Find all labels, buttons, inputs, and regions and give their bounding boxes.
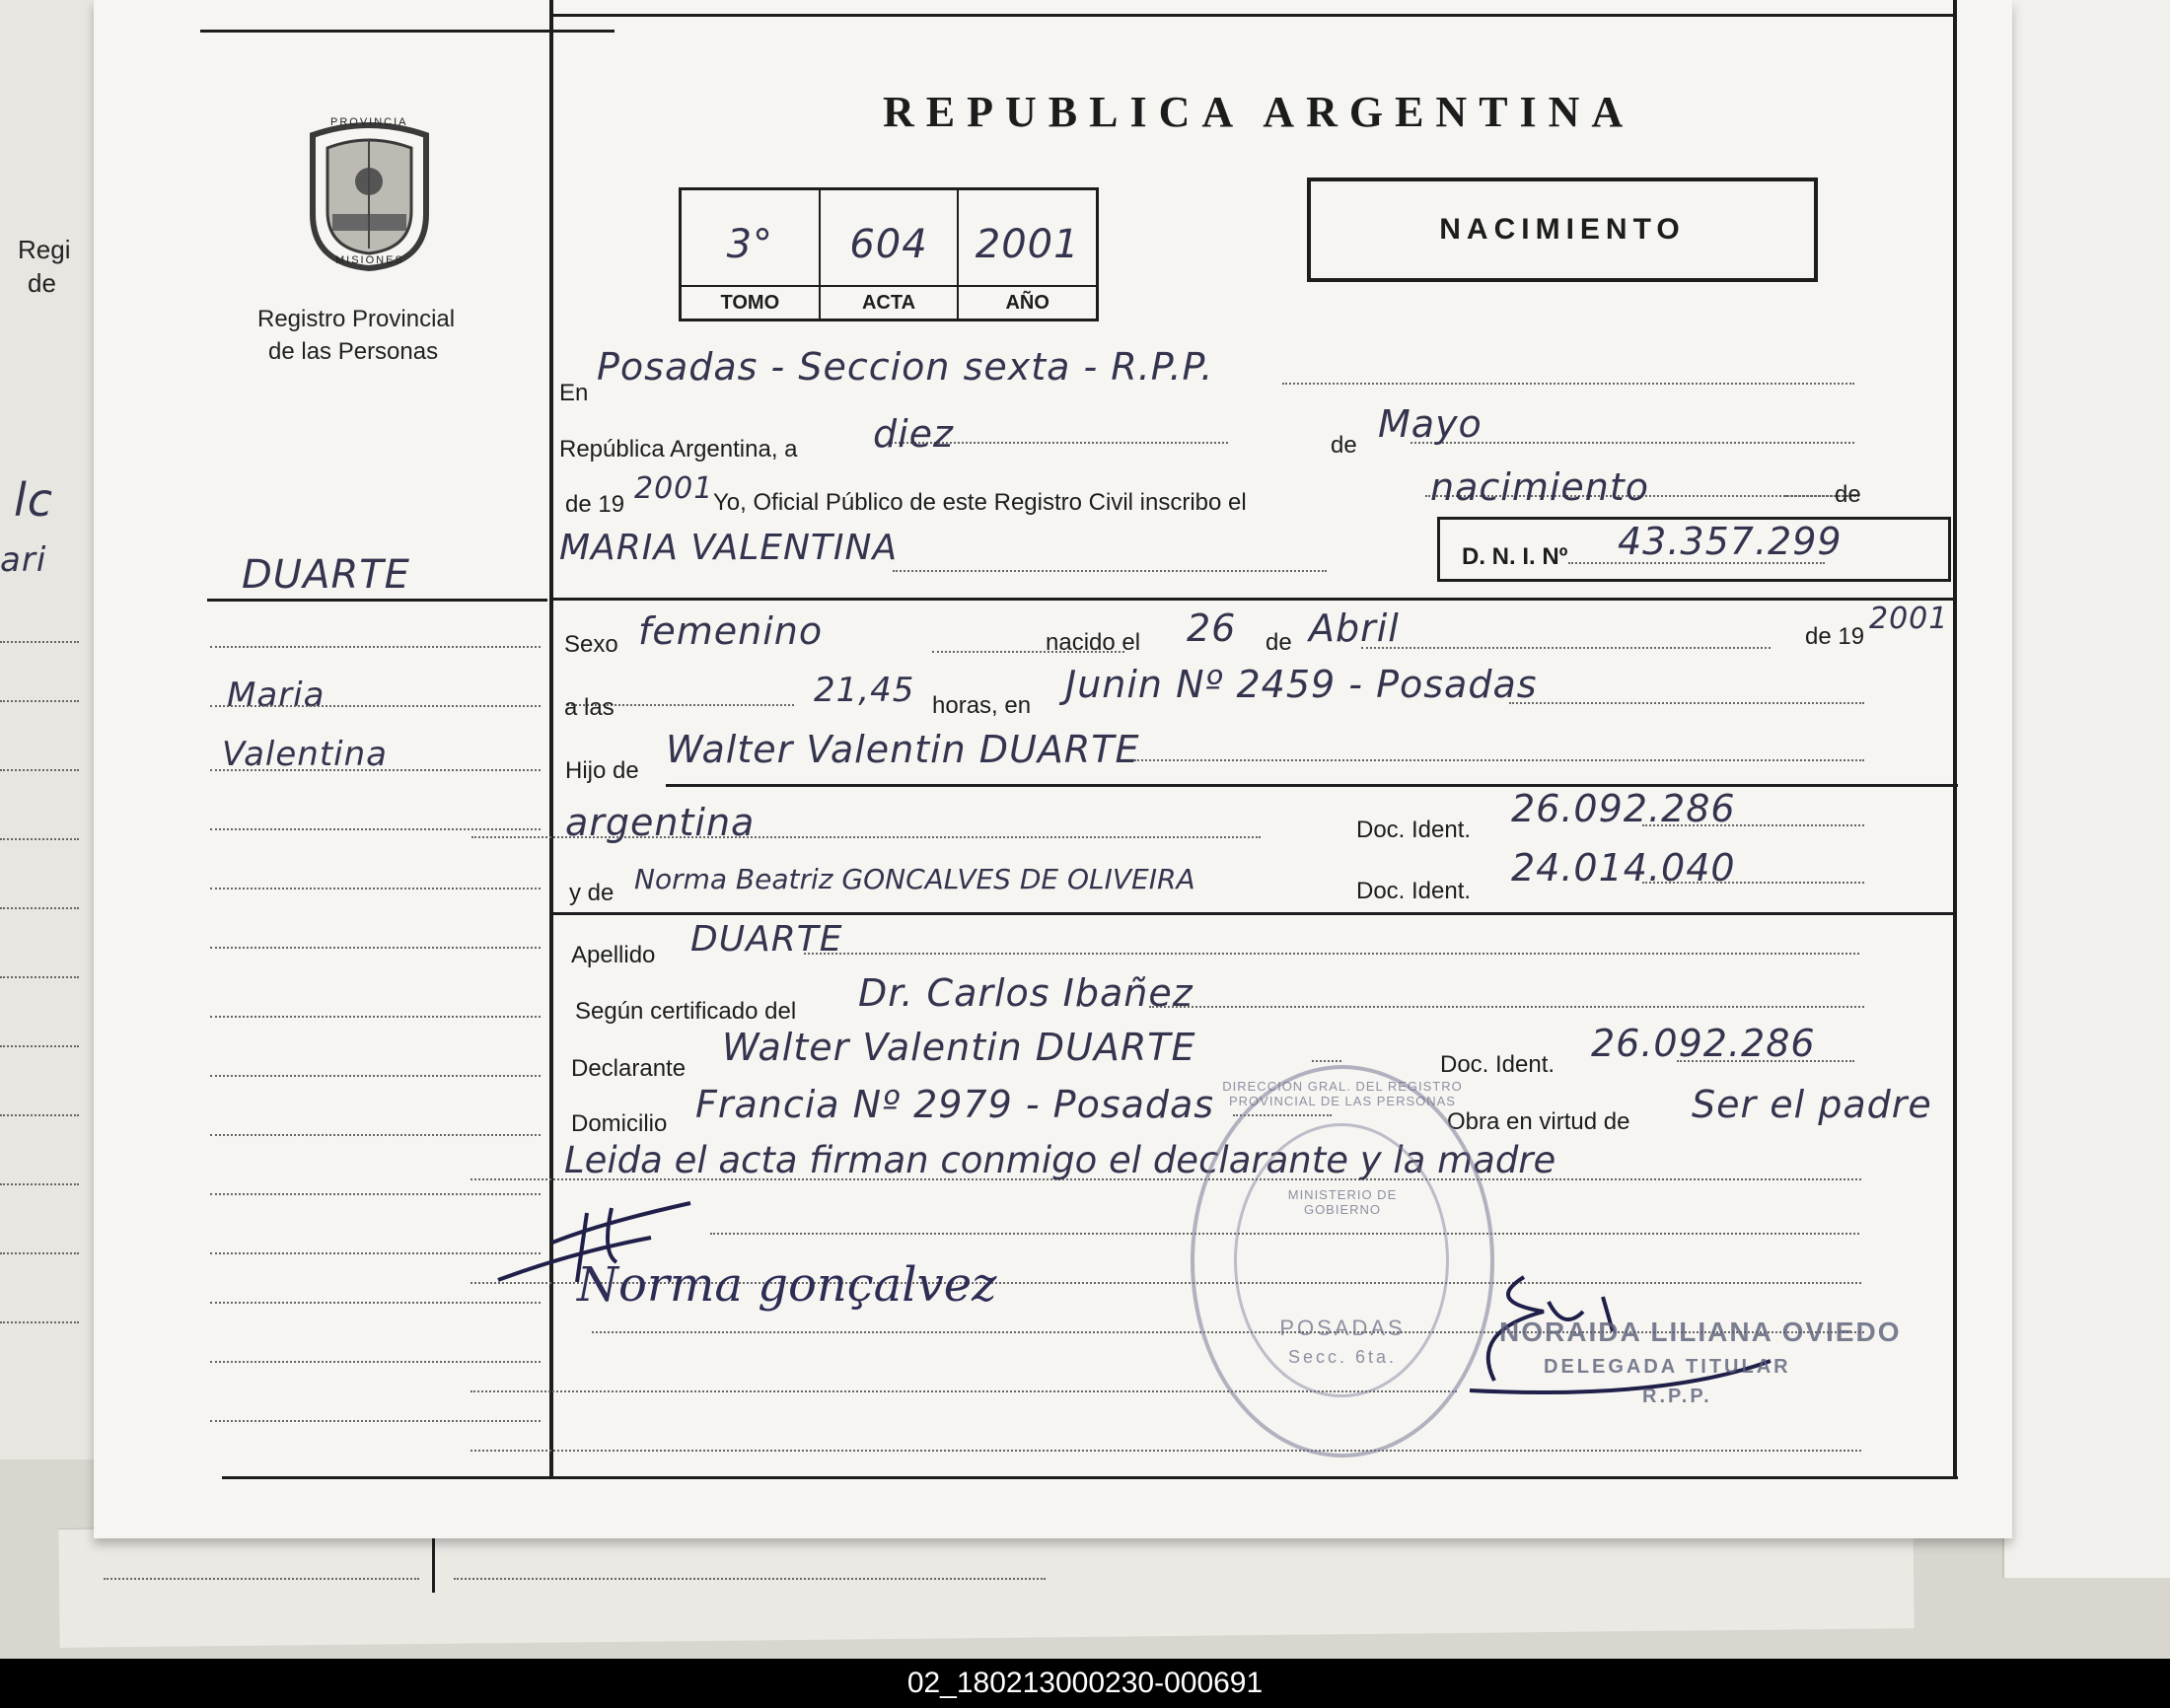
- tomo-label: TOMO: [682, 285, 819, 319]
- underlying-page-left: [0, 0, 100, 1459]
- born-day: 26: [1187, 606, 1237, 650]
- official-name: NORAIDA LILIANA OVIEDO: [1499, 1317, 1902, 1347]
- ruled-line: [210, 1193, 541, 1195]
- fragment-handwriting-1: lc: [14, 473, 54, 527]
- ruled-line: [210, 769, 541, 771]
- ruled-line: [210, 1075, 541, 1077]
- ruled-line: [210, 705, 541, 707]
- en-label: En: [559, 380, 589, 406]
- mother-value: Norma Beatriz GONCALVES DE OLIVEIRA: [634, 863, 1195, 895]
- declarante-value: Walter Valentin DUARTE: [722, 1026, 1196, 1069]
- de19-label: de 19: [1805, 623, 1865, 650]
- acta-value: 604: [849, 222, 928, 267]
- fragment-de: de: [28, 268, 56, 298]
- coat-of-arms-icon: [303, 120, 436, 273]
- office-name-line1: Registro Provincial: [257, 306, 456, 332]
- mother-doc-label: Doc. Ident.: [1356, 878, 1472, 904]
- ano-cell: [959, 190, 1096, 319]
- official-office: R.P.P.: [1642, 1386, 1712, 1407]
- image-caption: 02_180213000230-000691: [0, 1659, 2170, 1708]
- seal-ministry-text: MINISTERIO DE GOBIERNO: [1287, 1187, 1398, 1217]
- ruled-line: [210, 888, 541, 890]
- month-value: Mayo: [1378, 402, 1483, 446]
- father-value: Walter Valentin DUARTE: [666, 728, 1140, 771]
- coat-of-arms-text-top: PROVINCIA: [330, 116, 408, 128]
- right-page-edge: [2002, 0, 2170, 1578]
- mother-signature: Norma gonçalvez: [577, 1257, 997, 1313]
- ruled-line: [1361, 647, 1771, 649]
- ano-value: 2001: [975, 222, 1080, 267]
- registry-box: [679, 187, 1099, 321]
- seal-ring-text: DIRECCION GRAL. DEL REGISTRO PROVINCIAL DE LAS PERSONAS: [1222, 1079, 1463, 1108]
- hijo-label: Hijo de: [565, 757, 639, 784]
- horas-label: horas, en: [932, 692, 1032, 719]
- obra-label: Obra en virtud de: [1447, 1108, 1630, 1135]
- year-prefix-label: de 19: [565, 491, 625, 518]
- dni-box: [1437, 517, 1951, 582]
- ruled-line: [1282, 383, 1854, 385]
- segun-label: Según certificado del: [575, 998, 797, 1025]
- seal-city: POSADAS: [1279, 1316, 1406, 1340]
- ruled-line: [210, 1302, 541, 1304]
- tomo-cell: [682, 190, 821, 319]
- ruled-line: [210, 1134, 541, 1136]
- acta-cell: [821, 190, 960, 319]
- ruled-line: [1509, 702, 1864, 704]
- alas-label: a las: [564, 694, 615, 721]
- ruled-line: [893, 570, 1327, 572]
- act-type-box: NACIMIENTO: [1307, 178, 1818, 282]
- sexo-value: femenino: [638, 609, 824, 653]
- republica-label: República Argentina, a: [559, 436, 798, 463]
- ruled-line: [470, 1450, 1861, 1452]
- seal-subtitle: Secc. 6ta.: [1287, 1347, 1398, 1367]
- coat-of-arms-text-bottom: MISIONES: [335, 254, 404, 266]
- obra-value: Ser el padre: [1692, 1083, 1932, 1126]
- de-label: de: [1331, 432, 1357, 459]
- ano-label: AÑO: [959, 285, 1096, 319]
- ruled-line: [1134, 759, 1864, 761]
- day-value: diez: [873, 412, 955, 456]
- official-title: DELEGADA TITULAR: [1544, 1356, 1791, 1378]
- de-label-2: de: [1835, 481, 1861, 508]
- nacido-label: nacido el: [1046, 629, 1141, 656]
- ruled-line: [804, 953, 1859, 955]
- de-label-3: de: [1266, 629, 1292, 656]
- domicilio-label: Domicilio: [571, 1110, 668, 1137]
- doctor-value: Dr. Carlos Ibañez: [858, 971, 1194, 1015]
- mother-doc: 24.014.040: [1511, 846, 1736, 890]
- dni-label: D. N. I. Nº: [1462, 543, 1568, 570]
- fragment-handwriting-2: ari: [0, 540, 47, 580]
- oficial-text: Yo, Oficial Público de este Registro Civil inscribo el: [713, 489, 1247, 516]
- leida-value: Leida el acta firman conmigo el declarante y la madre: [564, 1139, 1556, 1181]
- tomo-value: 3°: [726, 222, 774, 267]
- official-seal: [1191, 1065, 1494, 1458]
- birth-certificate-page: [94, 0, 2012, 1538]
- time-value: 21,45: [814, 671, 915, 710]
- ruled-line: [1312, 1060, 1341, 1062]
- dni-value: 43.357.299: [1618, 520, 1843, 563]
- margin-surname: DUARTE: [242, 552, 410, 598]
- declarante-doc: 26.092.286: [1591, 1022, 1816, 1065]
- document-title: REPUBLICA ARGENTINA: [883, 88, 1635, 136]
- apellido-label: Apellido: [571, 942, 656, 968]
- name-value: MARIA VALENTINA: [559, 528, 899, 568]
- sexo-label: Sexo: [564, 631, 618, 658]
- office-name-line2: de las Personas: [268, 338, 439, 365]
- inscribo-value: nacimiento: [1430, 465, 1650, 509]
- declarante-label: Declarante: [571, 1055, 687, 1082]
- year-value: 2001: [634, 471, 714, 506]
- margin-given-name-1: Maria: [227, 676, 326, 715]
- en-value: Posadas - Seccion sexta - R.P.P.: [597, 345, 1214, 389]
- father-doc-label: Doc. Ident.: [1356, 817, 1472, 843]
- ruled-line: [210, 1361, 541, 1363]
- born-month: Abril: [1309, 606, 1400, 650]
- ruled-line: [210, 1420, 541, 1422]
- ruled-line: [210, 1252, 541, 1254]
- fragment-reg: Regi: [18, 235, 71, 264]
- domicilio-value: Francia Nº 2979 - Posadas: [695, 1083, 1215, 1126]
- born-year: 2001: [1869, 602, 1949, 636]
- apellido-value: DUARTE: [690, 919, 843, 960]
- father-nationality: argentina: [565, 801, 756, 844]
- margin-given-name-2: Valentina: [222, 735, 388, 774]
- declarante-doc-label: Doc. Ident.: [1440, 1051, 1555, 1078]
- place-value: Junin Nº 2459 - Posadas: [1065, 663, 1538, 706]
- acta-label: ACTA: [821, 285, 958, 319]
- ruled-line: [210, 646, 541, 648]
- ruled-line: [1149, 1006, 1864, 1008]
- yde-label: y de: [569, 880, 615, 906]
- ruled-line: [210, 947, 541, 949]
- ruled-line: [210, 828, 541, 830]
- ruled-line: [210, 1016, 541, 1018]
- father-doc: 26.092.286: [1511, 787, 1736, 830]
